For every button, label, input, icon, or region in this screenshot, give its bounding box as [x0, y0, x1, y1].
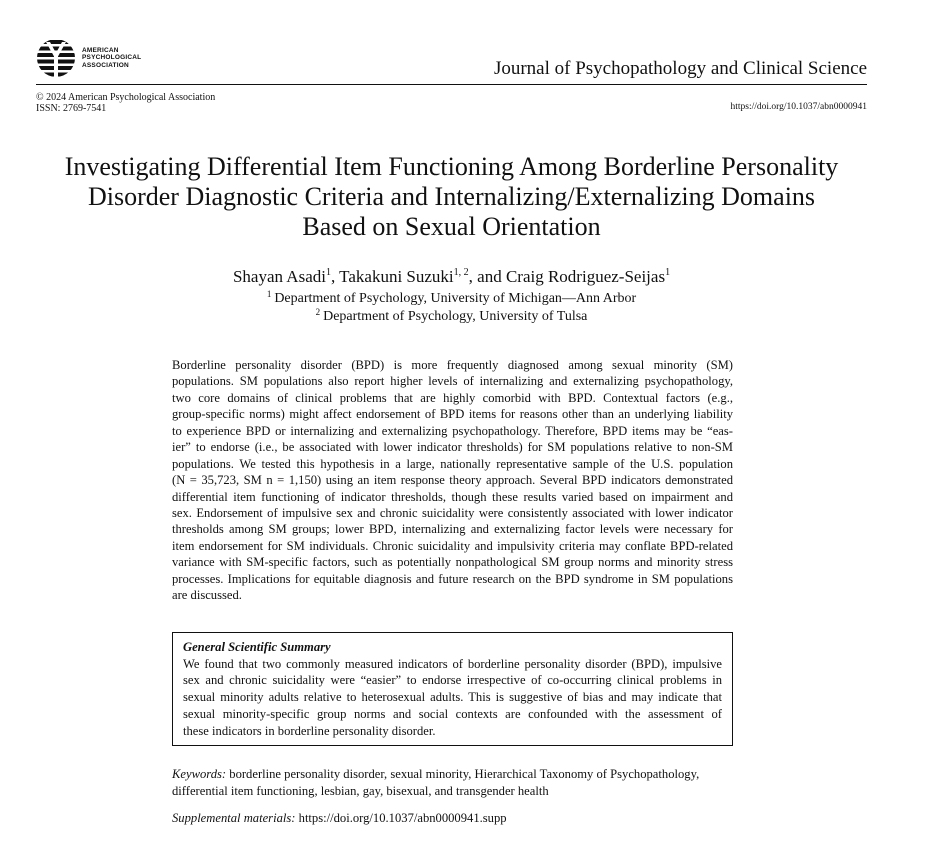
abstract-line: populations. SM populations also report higher levels of internalizing and externalizing psychopathology, [172, 374, 733, 389]
supplemental-label: Supplemental materials: [172, 811, 296, 825]
affiliation-text: Department of Psychology, University of Tulsa [323, 309, 588, 324]
summary-line: We found that two commonly measured indicators of borderline personality disorder (BPD), impulsive [183, 656, 722, 671]
abstract-line: sex. Endorsement of impulsive sex and chronic suicidality were consistently associated with lower indicator [172, 505, 733, 520]
abstract-line: thresholds among SM groups; lower BPD, internalizing and externalizing factor levels were necessary for [172, 522, 733, 537]
journal-title: Journal of Psychopathology and Clinical Science [493, 58, 867, 79]
abstract-line: populations. We tested this hypothesis in a large, nationally representative sample of the U.S. population [172, 456, 733, 471]
title-line: Investigating Differential Item Functioning Among Borderline Personality [64, 152, 839, 181]
abstract-line: processes. Implications for equitable diagnosis and future research on the BPD syndrome in SM populations [172, 571, 733, 586]
keywords-label: Keywords: [172, 767, 227, 781]
affiliation-text: Department of Psychology, University of Michigan—Ann Arbor [274, 291, 637, 306]
supplemental-link[interactable]: https://doi.org/10.1037/abn0000941.supp [298, 811, 507, 825]
summary-heading: General Scientific Summary [183, 640, 331, 654]
author-name: Shayan Asadi [232, 267, 326, 286]
keywords-line [172, 766, 733, 783]
keywords-line: differential item functioning, lesbian, gay, bisexual, and transgender health [172, 783, 549, 798]
keywords-text: borderline personality disorder, sexual minority, Hierarchical Taxonomy of Psychopathology, [229, 767, 700, 781]
abstract-line: variance with SM-specific factors, such as potentially nonpathological SM group norms and minority stress [172, 555, 733, 570]
author-affil-marker: 1 [665, 267, 671, 278]
header-rule [36, 84, 867, 85]
abstract-line: differential item functioning of indicator thresholds, though these results varied based on impairment and [172, 489, 733, 504]
abstract [172, 357, 733, 604]
issn-text: ISSN: 2769-7541 [36, 103, 107, 114]
apa-logo-wordmark [82, 47, 141, 70]
summary-line: sex and chronic suicidality were “easier” to endorse irrespective of co-occurring clinical problems in [183, 673, 722, 688]
doi-link[interactable]: https://doi.org/10.1037/abn0000941 [730, 102, 867, 112]
copyright-text: © 2024 American Psychological Association [36, 92, 216, 103]
author-separator: , and [468, 267, 506, 286]
summary-line: sexual minority-specific group norms and social contexts are confounded with the assessment of [183, 706, 722, 721]
summary-line: these indicators in borderline personality disorder. [183, 723, 436, 738]
affiliation-number: 2 [315, 307, 321, 317]
abstract-line: Borderline personality disorder (BPD) is more frequently diagnosed among sexual minority (SM) [172, 358, 733, 372]
affiliation [0, 309, 903, 325]
abstract-line: two core domains of clinical problems that are highly comorbid with BPD. Contextual factors (e.g., [172, 390, 733, 405]
author-name: Craig Rodriguez-Seijas [505, 267, 666, 286]
logo-line: PSYCHOLOGICAL [82, 54, 142, 62]
author-affil-marker: 1, 2 [453, 267, 469, 278]
general-scientific-summary [172, 632, 733, 746]
title-line: Disorder Diagnostic Criteria and Internalizing/Externalizing Domains [87, 182, 816, 211]
copyright-block [36, 92, 215, 114]
keywords [172, 766, 733, 799]
author-name: Takakuni Suzuki [339, 267, 454, 286]
affiliation [0, 291, 903, 307]
author-separator: , [330, 267, 340, 286]
logo-line: ASSOCIATION [82, 61, 129, 69]
apa-logo [36, 38, 166, 78]
abstract-line: ier” to endorse (i.e., be associated with lower indicator thresholds) for SM populations relative to non-SM [172, 440, 733, 455]
affiliation-number: 1 [266, 289, 272, 299]
abstract-line: are discussed. [172, 588, 242, 603]
abstract-line: to experience BPD or internalizing and externalizing psychopathology. Therefore, BPD items may be “eas- [172, 423, 733, 438]
title-line: Based on Sexual Orientation [302, 212, 601, 241]
supplemental-materials [172, 811, 507, 826]
summary-line: sexual minority adults relative to heterosexual adults. This is suggestive of bias and may indicate that [183, 690, 722, 705]
author-affil-marker: 1 [325, 267, 331, 278]
apa-logo-icon [36, 38, 76, 78]
logo-line: AMERICAN [82, 46, 119, 54]
author-list [0, 267, 903, 287]
abstract-line: item endorsement for SM individuals. Chronic suicidality and impulsivity criteria may conflate BPD-related [172, 538, 733, 553]
abstract-line: group-specific norms) might affect endorsement of BPD items for reasons other than an underlying liability [172, 407, 733, 422]
article-title [30, 152, 873, 242]
abstract-line: (N = 35,723, SM n = 1,150) using an item response theory approach. Several BPD indicators demonstrated [172, 473, 733, 488]
